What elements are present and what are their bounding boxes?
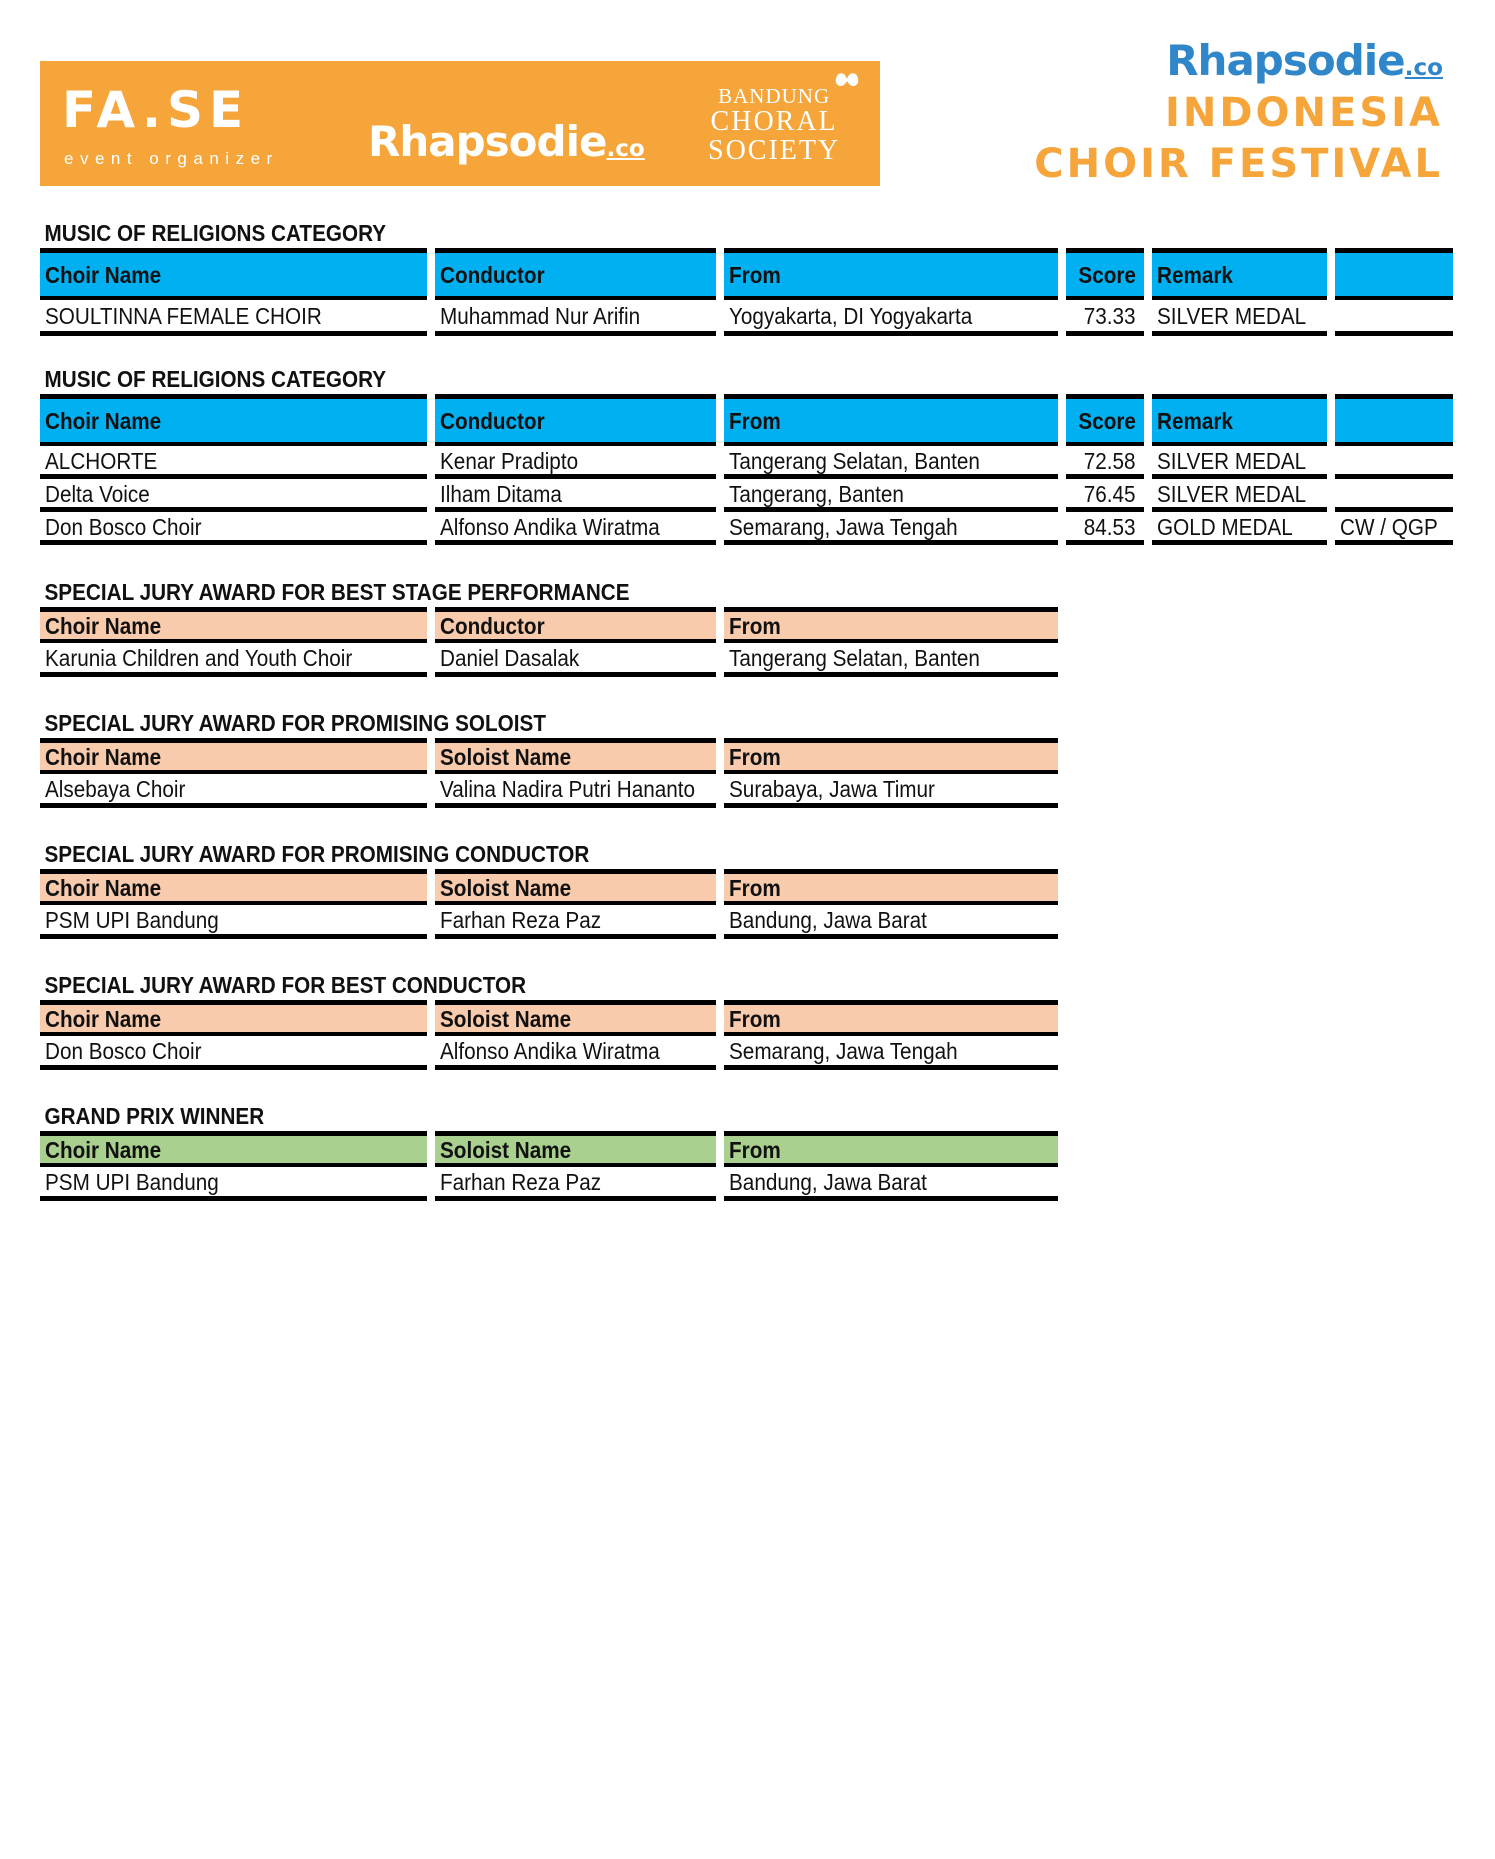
sponsor-banner [40, 61, 880, 186]
section-title: SPECIAL JURY AWARD FOR PROMISING SOLOIST [44, 710, 546, 736]
table-row: Karunia Children and Youth Choir Daniel Dasalak Tangerang Selatan, Banten [40, 643, 695, 677]
table-header: Choir Name Soloist Name From [40, 738, 602, 774]
table-header: Choir Name Conductor From Score Remark [40, 248, 425, 300]
table-row: PSM UPI Bandung Farhan Reza Paz Bandung, Jawa Barat [40, 1167, 289, 1201]
table-row: Don Bosco Choir Alfonso Andika Wiratma Semarang, Jawa Tengah [40, 1036, 580, 1070]
section-title: MUSIC OF RELIGIONS CATEGORY [44, 220, 387, 246]
section-grand-prix-winner [40, 1101, 927, 1201]
rhapsodie-banner-logo: Rhapsodie.co [368, 117, 645, 166]
section-music-of-religions-2 [40, 364, 1438, 545]
table-row: PSM UPI Bandung Farhan Reza Paz Bandung, Jawa Barat [40, 905, 650, 939]
section-title: SPECIAL JURY AWARD FOR BEST CONDUCTOR [44, 972, 527, 998]
rhapsodie-logo: Rhapsodie.co [1166, 36, 1443, 85]
section-title: GRAND PRIX WINNER [44, 1103, 265, 1129]
festival-title-line1: INDONESIA [1164, 90, 1443, 136]
section-best-stage-performance [40, 577, 980, 677]
table-header: Choir Name Conductor From [40, 607, 695, 643]
table-row: Don Bosco Choir Alfonso Andika Wiratma Semarang, Jawa Tengah 84.53 GOLD MEDAL CW / QGP [40, 512, 425, 545]
table-row: ALCHORTE Kenar Pradipto Tangerang Selatan, Banten 72.58 SILVER MEDAL [40, 446, 425, 479]
section-music-of-religions-1 [40, 218, 1307, 336]
table-row: Alsebaya Choir Valina Nadira Putri Hananto Surabaya, Jawa Timur [40, 774, 602, 808]
section-promising-conductor [40, 839, 927, 939]
section-title: SPECIAL JURY AWARD FOR PROMISING CONDUCTOR [44, 841, 590, 867]
section-title: SPECIAL JURY AWARD FOR BEST STAGE PERFORMANCE [44, 579, 630, 605]
section-title: MUSIC OF RELIGIONS CATEGORY [44, 366, 387, 392]
fase-logo: FA.SE [62, 81, 250, 139]
table-header: Choir Name Conductor From Score Remark [40, 394, 425, 446]
section-best-conductor [40, 970, 958, 1070]
fase-tagline: event organizer [64, 149, 279, 168]
table-header: Choir Name Soloist Name From [40, 869, 650, 905]
table-header: Choir Name Soloist Name From [40, 1131, 289, 1167]
butterfly-icon [832, 67, 862, 95]
table-row: Delta Voice Ilham Ditama Tangerang, Banten 76.45 SILVER MEDAL [40, 479, 425, 512]
section-promising-soloist [40, 708, 935, 808]
table-row: SOULTINNA FEMALE CHOIR Muhammad Nur Arifin Yogyakarta, DI Yogyakarta 73.33 SILVER MEDAL [40, 300, 425, 336]
table-header: Choir Name Soloist Name From [40, 1000, 580, 1036]
festival-title-line2: CHOIR FESTIVAL [1034, 141, 1443, 187]
bandung-choral-society-logo: BANDUNG CHORAL SOCIETY [708, 84, 841, 167]
